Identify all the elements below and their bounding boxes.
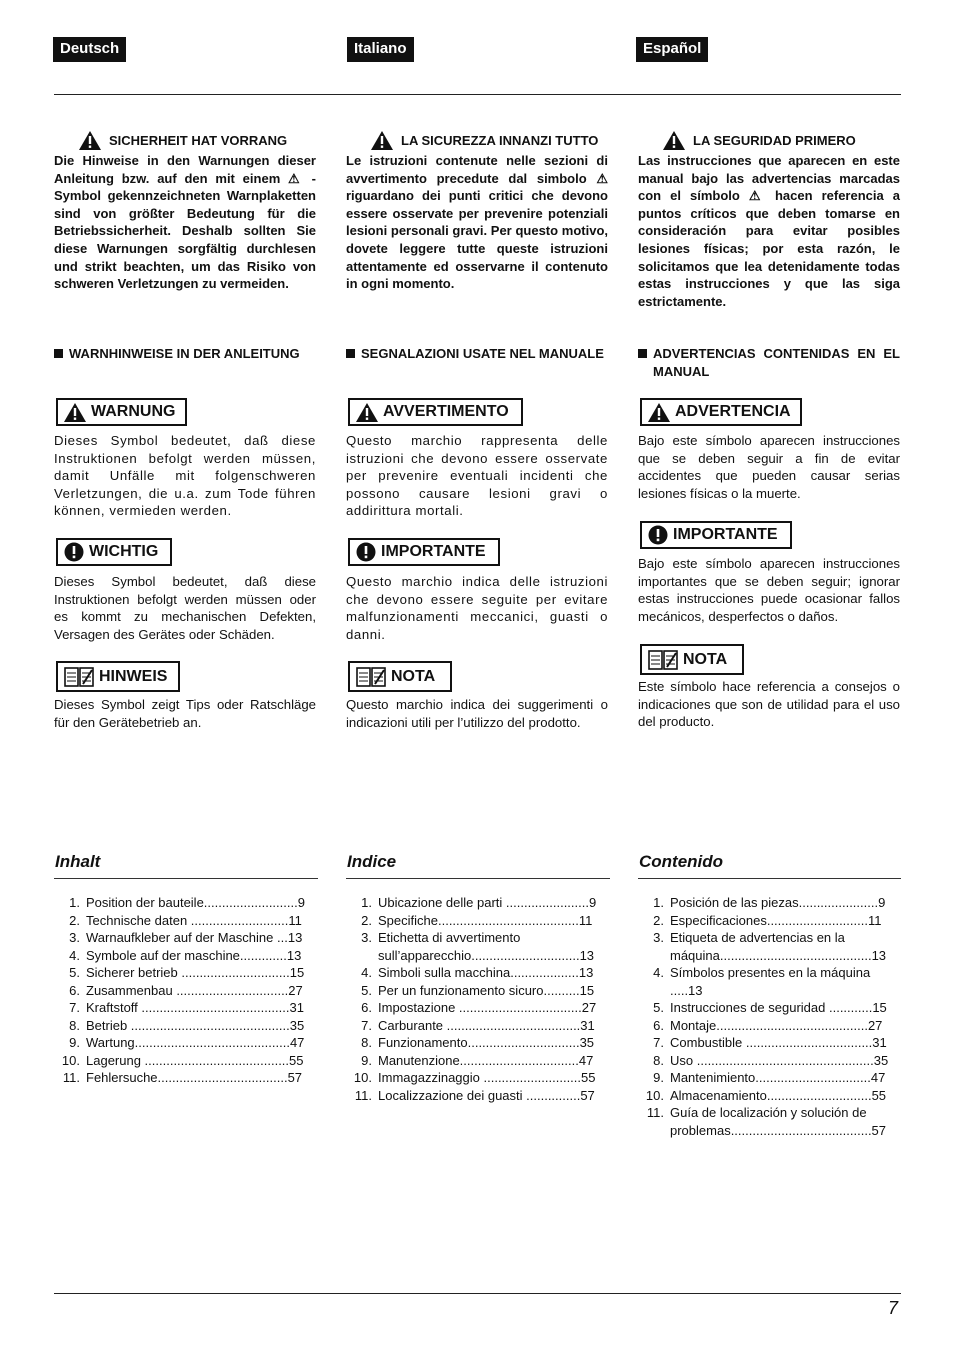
toc-entry-label: Instrucciones de seguridad ............15: [670, 1000, 887, 1015]
toc-entry-number: 2.: [69, 912, 80, 928]
toc-divider-es: [638, 878, 901, 879]
toc-entry: [346, 964, 604, 982]
toc-entry: [346, 894, 604, 912]
toc-entry-number: 11.: [646, 1105, 664, 1120]
bullet-square-icon: [54, 349, 63, 358]
toc-entry-number: 4.: [653, 965, 664, 980]
toc-entry: [54, 1034, 312, 1052]
toc-entry-number: 1.: [361, 895, 372, 910]
toc-entry-number: 4.: [69, 947, 80, 963]
toc-entry: [638, 999, 896, 1017]
note-text-de: Dieses Symbol zeigt Tips oder Ratschläge für den Gerätebetrieb an.: [54, 697, 316, 730]
toc-entry: [638, 964, 896, 999]
toc-entry: [346, 1087, 604, 1105]
toc-entry: [54, 964, 312, 982]
toc-entry-label: Wartung...........................................47: [86, 1035, 305, 1050]
toc-entry: [346, 1052, 604, 1070]
safety-text-de: Die Hinweise in den Warnungen dieser Anleitung bzw. auf den mit einem ⚠ - Symbol gekennzeichneten Warnplaketten sind von größter Bedeutung für die Betriebssicherheit. Deshalb sollten Sie diese Warnungen sorgfältig durchlesen und strikt beachten, um das Risiko von schweren Verletzungen zu vermeiden.: [54, 153, 316, 292]
note-text-it: Questo marchio indica dei suggerimenti o indicazioni utili per l’utilizzo del prodotto.: [346, 697, 608, 730]
toc-entry: [54, 1052, 312, 1070]
toc-entry-label: Funzionamento...............................35: [378, 1035, 595, 1050]
toc-entry: [638, 1017, 896, 1035]
note-label-box-de: HINWEIS: [56, 661, 180, 692]
toc-entry-label: Simboli sulla macchina...................13: [378, 965, 594, 980]
toc-entry-label: Montaje..........................................27: [670, 1017, 883, 1033]
toc-entry-label: Ubicazione delle parti .......................9: [378, 895, 597, 910]
note-label-box-es: NOTA: [640, 644, 744, 675]
important-text-de: Dieses Symbol bedeutet, daß diese Instruktionen befolgt werden müssen oder es kommt zu mechanischen Defekten, Versagen des Gerätes oder Schäden.: [54, 574, 316, 642]
toc-entry: [638, 1034, 896, 1052]
toc-entry-number: 5.: [69, 965, 80, 980]
open-book-icon: [648, 649, 678, 671]
important-text-es: Bajo este símbolo aparecen instrucciones importantes que se deben seguir; ignorar estas instrucciones puede ocasionar fallos mecánicos, desperfectos o daños.: [638, 556, 900, 624]
toc-entry: [638, 929, 896, 964]
toc-entry-label: Símbolos presentes en la máquina .....13: [670, 965, 871, 998]
toc-entry-number: 1.: [69, 895, 80, 910]
toc-entry-number: 9.: [69, 1035, 80, 1050]
warning-triangle-icon: [648, 403, 670, 422]
toc-entry-number: 9.: [361, 1052, 372, 1068]
toc-entry-number: 8.: [653, 1052, 664, 1068]
exclamation-circle-icon: [64, 542, 84, 562]
toc-entry-label: Etichetta di avvertimento sull’apparecchio..............................13: [378, 930, 595, 963]
toc-entry-number: 8.: [361, 1035, 372, 1050]
safety-text-es: Las instrucciones que aparecen en este manual bajo las advertencias marcadas con el símbolo ⚠ hacen referencia a puntos críticos que deben tomarse en consideración para evitar posibles lesiones físicas; por esta razón, le solicitamos que lea detenidamente todas estas instrucciones y que las siga estrictamente.: [638, 153, 900, 309]
warning-label-box-it: AVVERTIMENTO: [348, 398, 523, 426]
exclamation-circle-icon: [648, 525, 668, 545]
toc-entry-label: Lagerung ........................................55: [86, 1052, 304, 1068]
toc-entry-label: Specifiche.......................................11: [378, 912, 593, 928]
warning-triangle-icon: [356, 403, 378, 422]
toc-entry: [54, 999, 312, 1017]
toc-entry: [54, 929, 312, 947]
page-number: 7: [887, 1298, 898, 1318]
toc-divider-de: [54, 878, 318, 879]
toc-entry: [54, 947, 312, 965]
toc-entry-label: Immagazzinaggio ...........................55: [378, 1070, 596, 1085]
toc-entry-number: 10.: [645, 1087, 664, 1103]
lang-tab-espanol: Español: [636, 37, 708, 62]
section-heading-it: SEGNALAZIONI USATE NEL MANUALE: [346, 345, 608, 363]
toc-entry-label: Impostazione ..................................27: [378, 1000, 597, 1015]
warning-triangle-icon: [663, 131, 685, 150]
toc-entry: [346, 982, 604, 1000]
toc-entry-label: Per un funzionamento sicuro..........15: [378, 982, 595, 998]
toc-title-de: Inhalt: [55, 852, 101, 871]
toc-entry-number: 5.: [361, 982, 372, 998]
warning-triangle-icon: [64, 403, 86, 422]
toc-entry: [346, 999, 604, 1017]
warning-text-es: Bajo este símbolo aparecen instrucciones que se deben seguir a fin de evitar accidentes que pueden causar serias lesiones físicas o la muerte.: [638, 433, 900, 501]
toc-entry-number: 7.: [361, 1017, 372, 1033]
important-label-box-de: WICHTIG: [56, 538, 172, 566]
toc-list-de: [54, 894, 312, 1087]
safety-title-it: LA SICUREZZA INNANZI TUTTO: [346, 131, 633, 150]
toc-entry-label: Betrieb ............................................35: [86, 1017, 305, 1033]
toc-entry-label: Fehlersuche....................................57: [86, 1070, 303, 1085]
toc-entry-label: Almacenamiento.............................55: [670, 1087, 887, 1103]
open-book-icon: [64, 666, 94, 688]
toc-entry: [638, 912, 896, 930]
toc-entry: [346, 1034, 604, 1052]
toc-entry-label: Warnaufkleber auf der Maschine ...13: [86, 930, 303, 945]
toc-entry-number: 5.: [653, 1000, 664, 1015]
toc-entry-label: Guía de localización y solución de problemas.......................................57: [670, 1105, 887, 1138]
toc-entry: [346, 912, 604, 930]
toc-entry-number: 7.: [653, 1035, 664, 1050]
bottom-divider: [54, 1293, 901, 1294]
exclamation-circle-icon: [356, 542, 376, 562]
toc-entry-number: 9.: [653, 1070, 664, 1085]
toc-entry-number: 11.: [62, 1070, 80, 1085]
safety-title-es: LA SEGURIDAD PRIMERO: [638, 131, 925, 150]
note-text-es: Este símbolo hace referencia a consejos o indicaciones que son de utilidad para el uso del producto.: [638, 679, 900, 730]
toc-entry-number: 3.: [653, 930, 664, 945]
lang-tab-deutsch: Deutsch: [53, 37, 126, 62]
section-heading-de: WARNHINWEISE IN DER ANLEITUNG: [54, 345, 316, 363]
toc-divider-it: [346, 878, 610, 879]
warning-text-it: Questo marchio rappresenta delle istruzioni che devono essere osservate per prevenire eventuali incidenti che possono causare lesioni gravi o addirittura mortali.: [346, 433, 608, 519]
toc-entry-number: 2.: [361, 912, 372, 928]
toc-entry-label: Technische daten ...........................11: [86, 912, 302, 928]
toc-entry-number: 10.: [61, 1052, 80, 1068]
toc-title-it: Indice: [347, 852, 397, 871]
toc-entry-label: Etiqueta de advertencias en la máquina..........................................13: [670, 930, 887, 963]
open-book-icon: [356, 666, 386, 688]
toc-entry: [346, 1017, 604, 1035]
toc-entry: [54, 912, 312, 930]
lang-tab-italiano: Italiano: [347, 37, 414, 62]
warning-label-box-de: WARNUNG: [56, 398, 187, 426]
toc-list-es: [638, 894, 896, 1139]
warning-triangle-icon: [79, 131, 101, 150]
toc-entry: [638, 1069, 896, 1087]
toc-list-it: [346, 894, 604, 1104]
toc-entry-number: 10.: [353, 1070, 372, 1085]
toc-entry-label: Sicherer betrieb ..............................15: [86, 965, 305, 980]
toc-entry-number: 7.: [69, 1000, 80, 1015]
toc-entry: [54, 1069, 312, 1087]
toc-entry-label: Uso .................................................35: [670, 1052, 889, 1068]
toc-entry: [54, 982, 312, 1000]
toc-entry-number: 3.: [69, 930, 80, 945]
toc-entry-number: 6.: [653, 1017, 664, 1033]
toc-entry-label: Kraftstoff .........................................31: [86, 1000, 304, 1015]
toc-entry-number: 4.: [361, 965, 372, 980]
toc-entry: [638, 1104, 896, 1139]
toc-entry-number: 1.: [653, 895, 664, 910]
toc-entry-number: 2.: [653, 912, 664, 928]
bullet-square-icon: [346, 349, 355, 358]
toc-entry: [346, 1069, 604, 1087]
toc-entry-label: Combustible ...................................31: [670, 1035, 887, 1050]
toc-entry: [638, 1087, 896, 1105]
toc-entry: [54, 1017, 312, 1035]
toc-entry-label: Mantenimiento................................47: [670, 1070, 886, 1085]
toc-entry-label: Zusammenbau ...............................27: [86, 982, 303, 998]
toc-entry: [638, 894, 896, 912]
toc-entry-number: 6.: [361, 1000, 372, 1015]
toc-entry-label: Manutenzione.................................47: [378, 1052, 594, 1068]
toc-entry-label: Localizzazione dei guasti ...............57: [378, 1087, 595, 1103]
toc-entry-label: Position der bauteile..........................9: [86, 895, 305, 910]
important-label-box-it: IMPORTANTE: [348, 538, 500, 566]
warning-text-de: Dieses Symbol bedeutet, daß diese Instruktionen befolgt werden müssen, damit Unfälle mit folgenschweren Verletzungen, die u.a. zum Tode führen können, vermieden werden.: [54, 433, 316, 519]
toc-title-es: Contenido: [639, 852, 724, 871]
toc-entry-number: 11.: [354, 1087, 372, 1103]
important-text-it: Questo marchio indica delle istruzioni che devono essere seguite per evitare malfunzionamenti meccanici, guasti o danni.: [346, 574, 608, 642]
section-heading-es: ADVERTENCIAS CONTENIDAS EN EL MANUAL: [638, 345, 900, 381]
toc-entry-number: 8.: [69, 1017, 80, 1033]
bullet-square-icon: [638, 349, 647, 358]
toc-entry: [54, 894, 312, 912]
toc-entry: [638, 1052, 896, 1070]
safety-title-de: SICHERHEIT HAT VORRANG: [54, 131, 341, 150]
toc-entry-number: 6.: [69, 982, 80, 998]
toc-entry-label: Posición de las piezas......................9: [670, 895, 886, 910]
toc-entry-label: Symbole auf der maschine.............13: [86, 947, 302, 963]
note-label-box-it: NOTA: [348, 661, 452, 692]
important-label-box-es: IMPORTANTE: [640, 521, 792, 549]
toc-entry: [346, 929, 604, 964]
warning-triangle-icon: [371, 131, 393, 150]
toc-entry-label: Especificaciones............................11: [670, 912, 882, 928]
warning-label-box-es: ADVERTENCIA: [640, 398, 802, 426]
toc-entry-number: 3.: [361, 930, 372, 945]
safety-text-it: Le istruzioni contenute nelle sezioni di avvertimento precedute dal simbolo ⚠ riguardano dei punti critici che devono essere osservate per prevenire potenziali lesioni personali gravi. Per questo motivo, dovete leggere tutte queste istruzioni attentamente ed osservarne il contenuto in ogni momento.: [346, 153, 608, 292]
toc-entry-label: Carburante .....................................31: [378, 1017, 595, 1033]
top-divider: [54, 94, 901, 95]
